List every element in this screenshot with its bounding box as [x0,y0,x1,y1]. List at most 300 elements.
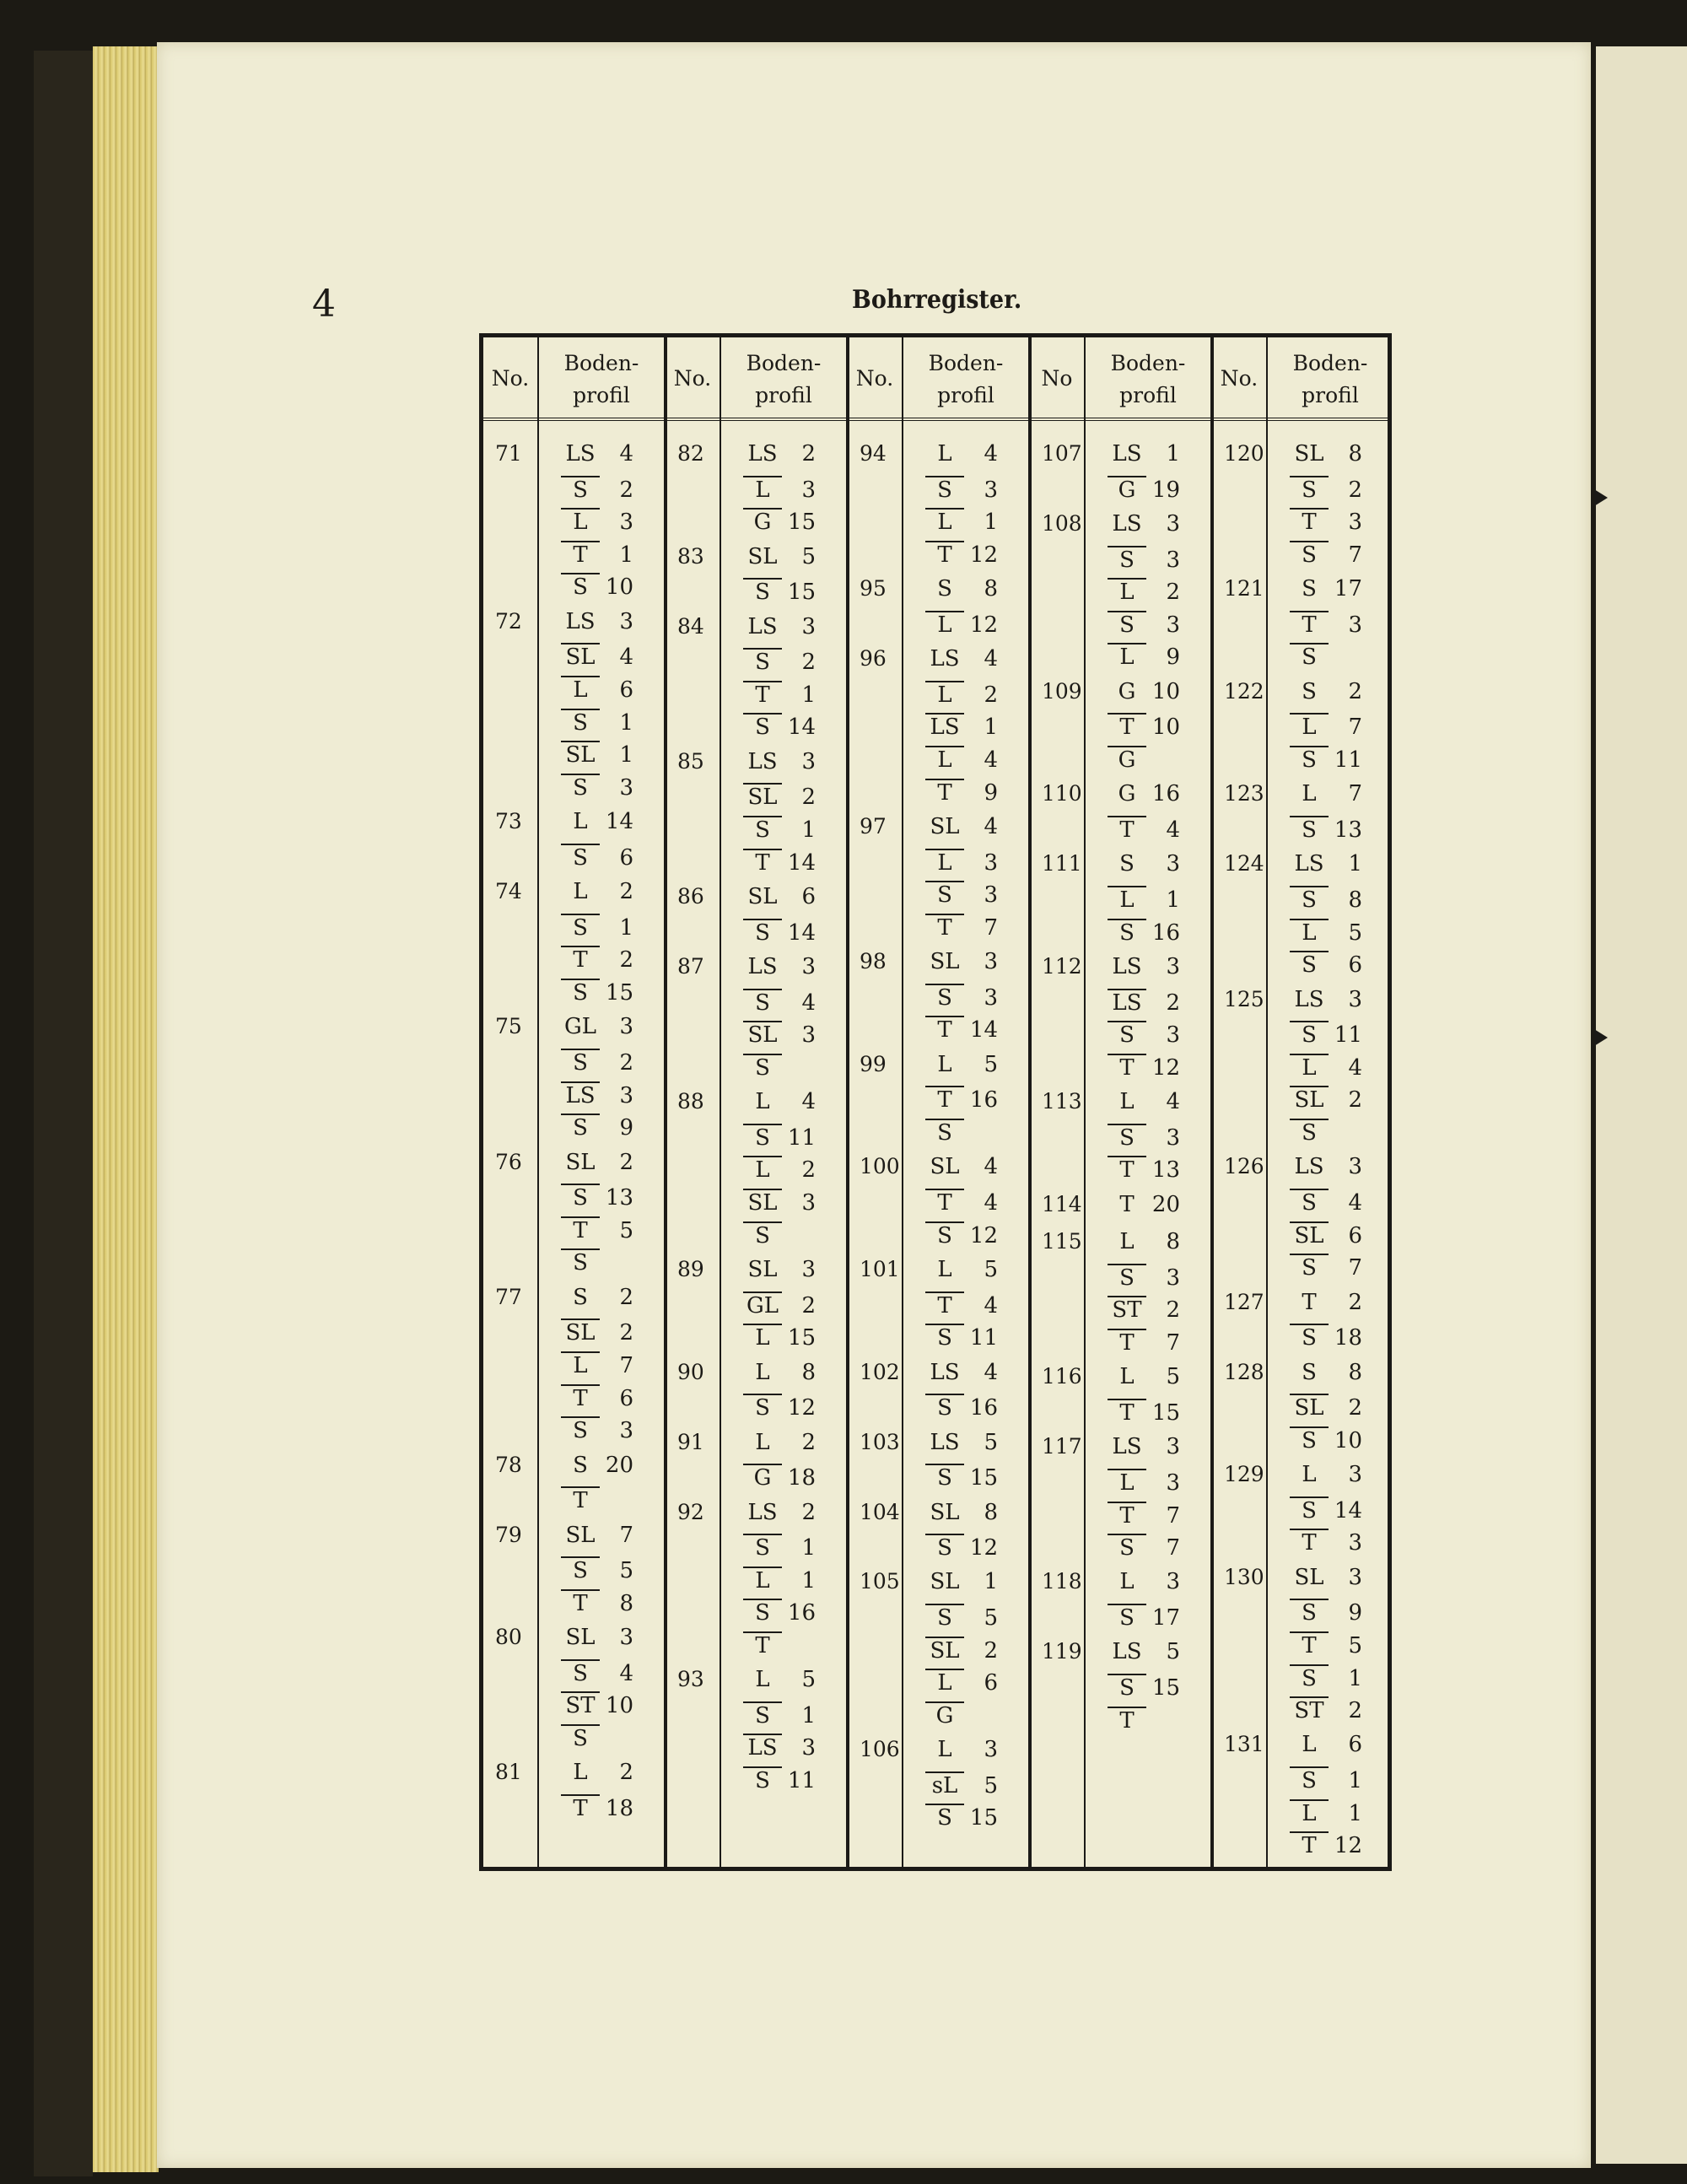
soil-type: S [1108,611,1146,636]
layer-depth: 2 [619,879,633,905]
soil-layer [925,541,998,566]
layer-depth: 3 [619,608,633,634]
boring-number: 127 [1224,1289,1264,1314]
soil-layer [925,611,998,636]
layer-depth: 12 [969,612,998,638]
layer-depth: 2 [801,1157,816,1184]
soil-layer [1290,1086,1362,1114]
layer-depth: 2 [801,1292,816,1318]
layer-depth: 3 [1166,1265,1180,1291]
soil-type: SL [561,1318,600,1344]
soil-layer [1290,746,1362,771]
soil-layer [1108,1399,1180,1424]
soil-type: S [1290,1021,1329,1046]
soil-layer [1290,1394,1362,1419]
soil-type: SL [1294,1564,1324,1590]
soil-type: LS [930,1429,960,1455]
soil-type: S [1108,1124,1146,1149]
soil-layer [1290,1564,1362,1590]
layer-depth: 2 [619,947,633,973]
layer-depth: 1 [801,1535,816,1561]
layer-depth: 3 [1348,986,1362,1012]
soil-type: G [1108,746,1146,771]
layer-depth: 5 [619,1558,633,1584]
soil-type: LS [1112,1639,1142,1665]
boring-number: 77 [495,1284,522,1309]
header-bodenprofil: Boden- profil [928,351,1004,407]
layer-depth: 9 [1166,644,1180,671]
soil-layer [561,946,633,971]
soil-layer [1290,1221,1362,1247]
soil-type: LS [747,441,778,466]
soil-layer [1108,1191,1180,1217]
boring-number: 101 [860,1256,900,1281]
layer-depth: 3 [1166,1434,1180,1460]
soil-type: S [561,1659,600,1685]
layer-depth: 2 [619,1049,633,1076]
column-divider [1266,337,1268,1867]
soil-type: SL [930,1499,960,1525]
soil-type: S [573,1452,588,1478]
soil-layer [1108,1231,1180,1253]
soil-layer [743,476,816,501]
soil-type: L [573,809,588,835]
layer-depth: 1 [1166,887,1180,913]
layer-depth: 17 [1334,576,1362,602]
layer-depth: 18 [1334,1325,1362,1351]
soil-type: S [743,578,782,603]
soil-layer [1290,1426,1362,1452]
layer-depth: 1 [1348,1800,1362,1826]
soil-type: L [1108,1469,1146,1494]
soil-type: SL [561,741,600,766]
layer-depth: 2 [619,477,633,503]
boring-number: 90 [677,1359,704,1384]
layer-depth: 4 [984,813,998,839]
layer-depth: 5 [984,1605,998,1631]
layer-depth: 7 [1166,1502,1180,1529]
soil-type: L [1302,781,1317,807]
soil-type: S [1290,951,1329,976]
soil-layer [1108,1502,1180,1527]
layer-depth: 18 [787,1465,816,1491]
layer-depth: 11 [787,1768,816,1794]
boring-number: 130 [1224,1564,1264,1589]
soil-type: LS [565,608,596,634]
boring-number: 116 [1042,1364,1082,1389]
soil-layer [1108,713,1180,741]
layer-depth: 12 [1151,1054,1180,1081]
soil-type: L [755,1089,770,1115]
soil-layer [561,1248,633,1274]
soil-layer [925,1119,998,1144]
soil-layer [561,914,633,939]
header-rule [483,418,1388,421]
soil-layer [561,844,633,869]
soil-layer [561,541,633,566]
layer-depth: 4 [1348,1054,1362,1081]
soil-layer [925,1739,998,1761]
soil-layer [1108,1296,1180,1324]
soil-layer [925,578,998,600]
header-no: No. [673,366,712,391]
soil-type: LS [930,1359,960,1385]
soil-layer [925,1394,998,1419]
soil-type: S [561,844,600,869]
soil-type: T [561,1486,600,1512]
layer-depth: 4 [1348,1189,1362,1216]
layer-depth: 3 [619,1014,633,1040]
boring-number: 104 [860,1499,900,1524]
soil-type: SL [743,1189,782,1214]
boring-number: 103 [860,1429,900,1454]
boring-number: 97 [860,813,887,839]
layer-depth: 16 [787,1600,816,1626]
layer-depth: 2 [619,1320,633,1346]
soil-type: LS [1112,441,1142,466]
bohrregister-table [479,333,1392,1871]
soil-type: G [1108,476,1146,501]
header-bodenprofil: Boden- profil [1292,351,1368,407]
soil-type: L [1290,1799,1329,1825]
group-divider [1210,337,1214,1867]
soil-layer [743,1124,816,1149]
layer-depth: 9 [1348,1600,1362,1626]
boring-number: 131 [1224,1732,1264,1757]
soil-layer [743,1021,816,1049]
layer-depth: 7 [1348,542,1362,568]
soil-type: SL [925,1637,964,1662]
layer-depth: 11 [1334,1022,1362,1049]
soil-layer [743,1669,816,1691]
layer-depth: 3 [1166,547,1180,573]
boring-number: 128 [1224,1359,1264,1384]
group-divider [664,337,667,1867]
layer-depth: 1 [801,817,816,843]
soil-layer [743,1054,816,1079]
soil-type: L [1108,578,1146,603]
soil-type: S [561,709,600,734]
layer-depth: 2 [1348,1087,1362,1114]
soil-type: S [925,1221,964,1247]
soil-type: G [1118,781,1136,807]
soil-type: S [743,1766,782,1792]
boring-number: 89 [677,1256,704,1281]
soil-layer [925,1051,998,1077]
soil-layer [1108,1264,1180,1289]
soil-layer [1290,1599,1362,1624]
right-arrow-icon [1594,1029,1608,1046]
header-no: No. [855,366,894,391]
soil-layer [743,443,816,465]
layer-depth: 15 [1151,1675,1180,1701]
layer-depth: 4 [984,646,998,672]
soil-type: T [561,1794,600,1820]
layer-depth: 2 [1348,1289,1362,1315]
boring-number: 91 [677,1429,704,1454]
soil-type: S [561,476,600,501]
soil-layer [1290,508,1362,536]
layer-depth: 3 [1166,1022,1180,1049]
soil-layer [1290,1631,1362,1657]
soil-type: L [743,1324,782,1349]
layer-depth: 20 [605,1452,633,1478]
soil-layer [561,508,633,536]
layer-depth: 1 [801,1702,816,1728]
soil-type: LS [743,1734,782,1759]
layer-depth: 5 [1166,1639,1180,1665]
soil-type: T [1108,1399,1146,1424]
boring-number: 96 [860,646,887,671]
soil-layer [1290,713,1362,741]
soil-layer [743,1091,816,1113]
boring-number: 74 [495,879,522,904]
soil-type: L [743,476,782,501]
soil-type: S [925,881,964,906]
layer-depth: 15 [787,510,816,536]
soil-type: S [1290,886,1329,911]
column-divider [902,337,903,1867]
soil-layer [561,443,633,465]
soil-type: S [743,919,782,944]
soil-layer [925,1637,998,1662]
soil-layer [743,1429,816,1455]
layer-depth: 1 [801,1567,816,1594]
soil-layer [925,1604,998,1629]
soil-layer [1290,853,1362,875]
header-no: No [1041,366,1073,391]
soil-layer [743,1499,816,1525]
soil-type: T [1290,611,1329,636]
soil-layer [1290,816,1362,841]
soil-type: L [1119,1364,1135,1390]
soil-layer [561,643,633,671]
boring-number: 126 [1224,1154,1264,1179]
soil-layer [1108,1469,1180,1494]
soil-layer [1290,611,1362,636]
layer-depth: 3 [1166,1469,1180,1496]
boring-number: 78 [495,1452,522,1477]
layer-depth: 14 [969,1017,998,1043]
boring-number: 123 [1224,781,1264,806]
layer-depth: 16 [969,1087,998,1114]
layer-depth: 4 [1166,817,1180,843]
layer-depth: 5 [1166,1364,1180,1390]
layer-depth: 6 [1348,1732,1362,1758]
soil-layer [1108,510,1180,537]
soil-type: T [925,541,964,566]
soil-layer [925,984,998,1009]
soil-layer [925,1571,998,1593]
soil-layer [561,1556,633,1582]
soil-type: S [925,1464,964,1489]
layer-depth: 1 [619,742,633,768]
boring-number: 111 [1042,851,1082,876]
soil-layer [561,979,633,1004]
soil-type: LS [1108,989,1146,1014]
soil-type: G [743,1464,782,1489]
soil-layer [925,914,998,939]
layer-depth: 2 [984,1637,998,1664]
boring-number: 122 [1224,678,1264,704]
boring-number: 80 [495,1625,522,1650]
soil-layer [1290,951,1362,979]
boring-number: 88 [677,1089,704,1114]
boring-number: 85 [677,748,704,774]
soil-layer [561,573,633,601]
layer-depth: 10 [605,574,633,601]
soil-type: LS [747,1499,778,1525]
boring-number: 98 [860,949,887,974]
soil-layer [1108,1534,1180,1559]
soil-layer [1290,783,1362,805]
soil-type: SL [930,813,960,839]
soil-type: L [925,1669,964,1694]
soil-type: T [925,914,964,939]
boring-number: 84 [677,613,704,639]
soil-layer [561,811,633,833]
soil-layer [561,1351,633,1377]
soil-layer [1108,1571,1180,1593]
layer-depth: 3 [1348,1462,1362,1488]
layer-depth: 6 [801,883,816,909]
soil-type: LS [1112,953,1142,979]
boring-number: 93 [677,1667,704,1692]
layer-depth: 1 [619,542,633,568]
soil-layer [743,919,816,944]
soil-layer [1290,1766,1362,1792]
layer-depth: 3 [801,1022,816,1049]
layer-depth: 5 [984,1772,998,1798]
soil-layer [1290,1289,1362,1315]
soil-layer [925,1156,998,1178]
soil-type: T [1290,1831,1329,1857]
header-no: No. [491,366,530,391]
soil-type: L [1119,1569,1135,1595]
book-cover-edge [34,51,93,2176]
layer-depth: 9 [984,779,998,806]
soil-type: T [1290,1529,1329,1554]
soil-layer [925,1464,998,1489]
soil-layer [743,508,816,536]
soil-type: S [561,1114,600,1139]
layer-depth: 12 [969,1222,998,1248]
soil-layer [925,713,998,741]
soil-type: S [743,1599,782,1624]
soil-type: LS [1112,510,1142,537]
soil-type: S [1290,746,1329,771]
layer-depth: 3 [801,1189,816,1216]
soil-type: SL [743,783,782,808]
layer-depth: 8 [1166,1229,1180,1255]
soil-layer [561,741,633,766]
soil-type: S [1119,851,1135,877]
soil-layer [925,881,998,909]
boring-number: 82 [677,441,704,466]
soil-type: S [1290,1254,1329,1279]
soil-layer [743,1156,816,1184]
layer-depth: 4 [984,1189,998,1216]
layer-depth: 4 [801,990,816,1016]
soil-type: L [1302,1462,1317,1488]
soil-layer [925,1804,998,1829]
boring-number: 87 [677,953,704,979]
soil-type: L [937,1737,952,1763]
soil-type: SL [565,1149,596,1175]
soil-layer [1290,1664,1362,1690]
soil-type: T [1108,1054,1146,1079]
layer-depth: 6 [984,1670,998,1696]
layer-depth: 11 [1334,747,1362,773]
soil-type: T [1108,1502,1146,1527]
soil-type: S [561,914,600,939]
layer-depth: 3 [801,1735,816,1761]
layer-depth: 15 [605,979,633,1006]
soil-type: L [743,1567,782,1592]
soil-layer [1108,643,1180,671]
soil-type: T [743,849,782,874]
soil-layer [1290,1189,1362,1214]
layer-depth: 3 [1166,953,1180,979]
soil-type: G [743,508,782,533]
soil-type: G [1118,678,1136,704]
soil-type: LS [747,748,778,774]
header-bodenprofil: Boden- profil [563,351,639,407]
layer-depth: 19 [1151,477,1180,503]
soil-layer [561,1760,633,1786]
soil-layer [561,881,633,903]
column-divider [1084,337,1086,1867]
soil-type: L [1119,1229,1135,1255]
soil-type: L [755,1359,770,1385]
soil-layer [1108,1674,1180,1699]
soil-layer [743,849,816,874]
boring-number: 109 [1042,678,1082,704]
soil-type: L [937,1256,952,1282]
layer-depth: 3 [801,748,816,774]
soil-type: T [1302,1289,1317,1315]
soil-layer [1108,886,1180,911]
soil-layer [1290,476,1362,501]
soil-layer [1290,986,1362,1012]
soil-layer [1290,578,1362,600]
layer-depth: 3 [984,882,998,909]
soil-type: S [743,989,782,1014]
soil-type: L [755,1429,770,1455]
layer-depth: 20 [1151,1191,1180,1217]
layer-depth: 6 [619,1385,633,1411]
column-divider [720,337,721,1867]
soil-layer [743,1534,816,1559]
soil-type: L [1108,886,1146,911]
layer-depth: 1 [1348,1665,1362,1691]
layer-depth: 15 [787,1325,816,1351]
layer-depth: 2 [801,441,816,466]
soil-layer [561,1625,633,1651]
layer-depth: 1 [984,715,998,741]
layer-depth: 16 [1151,919,1180,946]
soil-type: L [925,681,964,706]
soil-type: S [1302,1359,1317,1385]
soil-layer [1108,1641,1180,1663]
soil-type: T [561,946,600,971]
boring-number: 119 [1042,1639,1082,1664]
soil-type: SL [747,883,778,909]
soil-type: S [1108,1264,1146,1289]
soil-layer [1108,678,1180,704]
layer-depth: 10 [1151,678,1180,704]
soil-type: T [1119,1191,1135,1217]
